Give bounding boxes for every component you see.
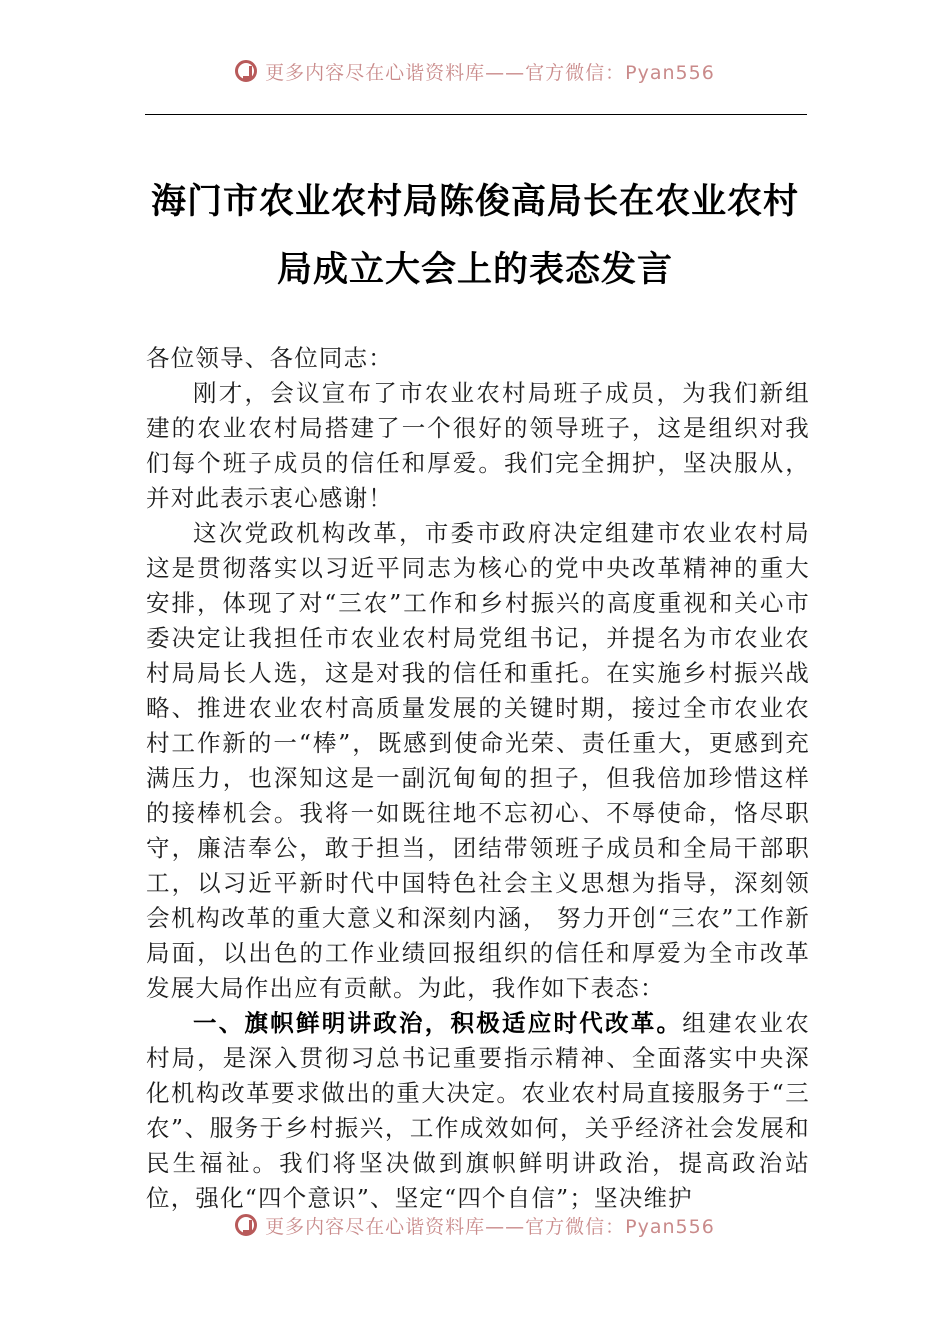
title-line-2: 局成立大会上的表态发言	[276, 249, 673, 290]
section-1-text: 组建农业农村局，是深入贯彻习总书记重要指示精神、全面落实中央深化机构改革要求做出的重大决定。农业农村局直接服务于“三农”、服务于乡村振兴，工作成效如何，关乎经济社会发展和民生福祉。我们将坚决做到旗帜鲜明讲政治，提高政治站位，强化“四个意识”、坚定“四个自信”；坚决维护	[146, 1009, 810, 1212]
watermark-text: 更多内容尽在心谐资料库——官方微信：Pyan556	[265, 1215, 715, 1238]
title-line-1: 海门市农业农村局陈俊高局长在农业农村	[150, 181, 799, 222]
watermark-logo-icon	[235, 1214, 257, 1236]
paragraph-2: 这次党政机构改革，市委市政府决定组建市农业农村局这是贯彻落实以习近平同志为核心的党中央改革精神的重大安排，体现了对“三农”工作和乡村振兴的高度重视和关心市委决定让我担任市农业农村局党组书记，并提名为市农业农村局局长人选，这是对我的信任和重托。在实施乡村振兴战略、推进农业农村高质量发展的关键时期，接过全市农业农村工作新的一“棒”，既感到使命光荣、责任重大，更感到充满压力，也深知这是一副沉甸甸的担子，但我倍加珍惜这样的接棒机会。我将一如既往地不忘初心、不辱使命，恪尽职守，廉洁奉公，敢于担当，团结带领班子成员和全局干部职工，以习近平新时代中国特色社会主义思想为指导，深刻领会机构改革的重大意义和深刻内涵， 努力开创“三农”工作新局面，以出色的工作业绩回报组织的信任和厚爱为全市改革发展大局作出应有贡献。为此，我作如下表态：	[146, 519, 810, 1002]
header-divider	[145, 114, 807, 115]
watermark-logo-icon	[235, 60, 257, 82]
watermark-text: 更多内容尽在心谐资料库——官方微信：Pyan556	[265, 61, 715, 84]
document-title	[130, 168, 820, 304]
document-body	[146, 341, 810, 1216]
salutation: 各位领导、各位同志：	[146, 344, 393, 372]
section-1-heading: 一、旗帜鲜明讲政治，积极适应时代改革。	[193, 1009, 683, 1037]
section-1-paragraph	[146, 1006, 810, 1216]
paragraph-1: 刚才，会议宣布了市农业农村局班子成员，为我们新组建的农业农村局搭建了一个很好的领导班子，这是组织对我们每个班子成员的信任和厚爱。我们完全拥护，坚决服从，并对此表示衷心感谢！	[146, 379, 810, 512]
watermark-bottom	[0, 1210, 950, 1240]
watermark-top	[0, 56, 950, 86]
